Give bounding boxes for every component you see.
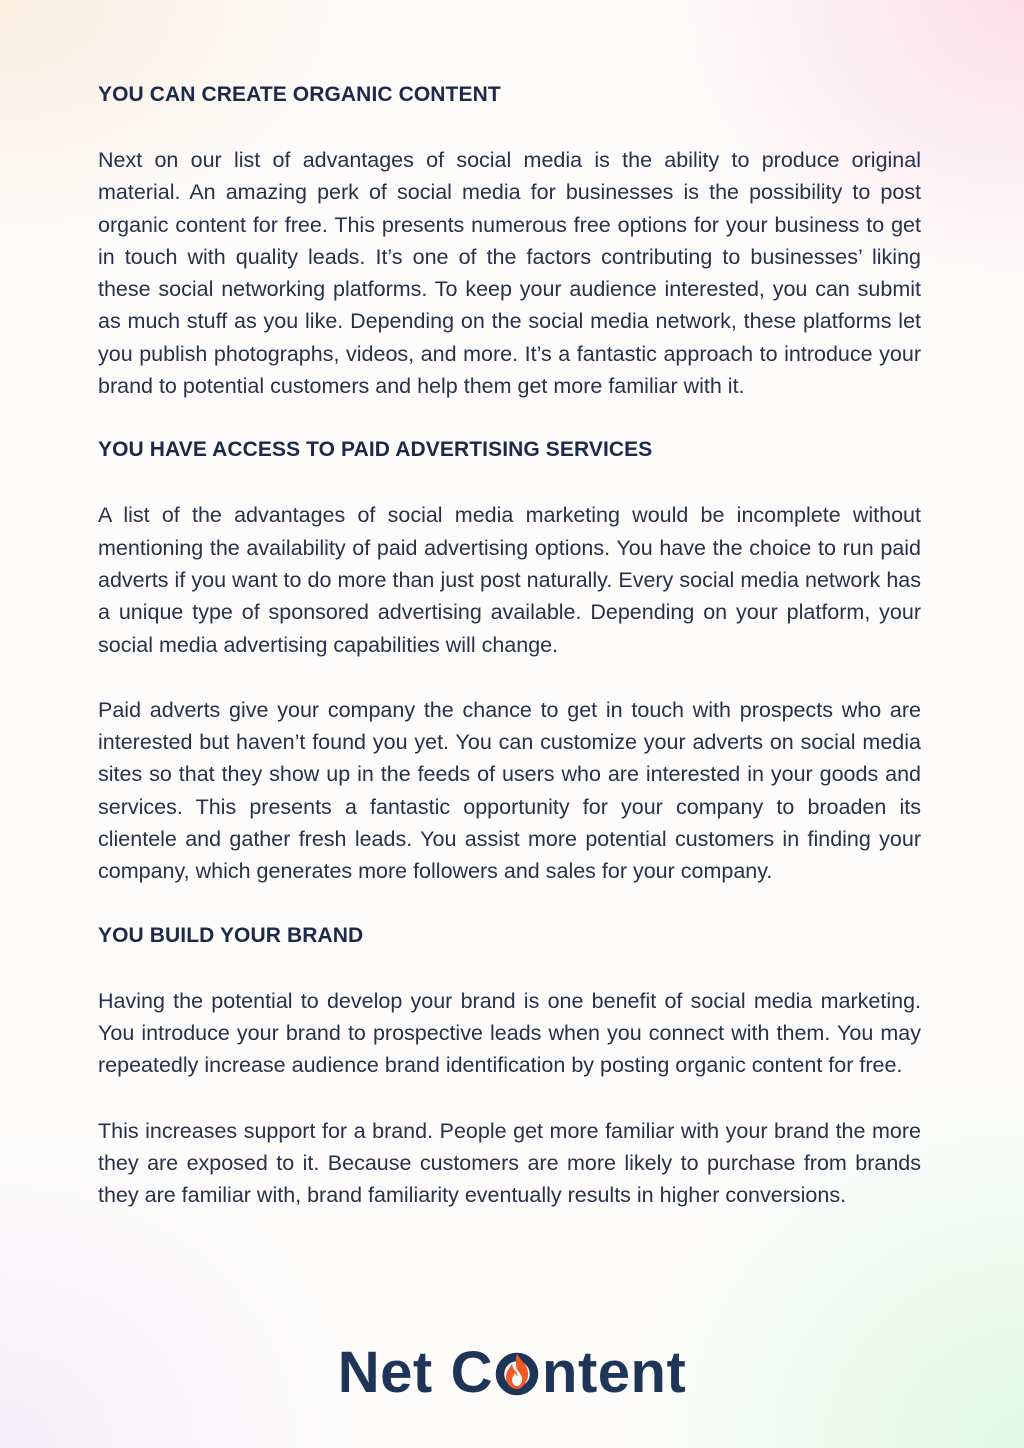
flame-icon xyxy=(494,1351,540,1397)
document-body xyxy=(98,80,921,1244)
section-heading-build-brand: YOU BUILD YOUR BRAND xyxy=(98,923,364,947)
section-paragraph: Paid adverts give your company the chance to get in touch with prospects who are interested but haven’t found you yet. You can customize your adverts on social media sites so that they show up in the feeds of users who are interested in your goods and services. This presents a fantastic opportunity for your company to broaden its clientele and gather fresh leads. You assist more potential customers in finding your company, which generates more followers and sales for your company. xyxy=(98,697,921,884)
section-heading-organic-content: YOU CAN CREATE ORGANIC CONTENT xyxy=(98,83,501,106)
footer-logo xyxy=(0,1340,1024,1404)
section-paragraph: Next on our list of advantages of social media is the ability to produce original material. An amazing perk of social media for businesses is the possibility to post organic content for free. This presents numerous free options for your business to get in touch with quality leads. It’s one of the factors contributing to businesses’ liking these social networking platforms. To keep your audience interested, you can submit as much stuff as you like. Depending on the social media network, these platforms let you publish photographs, videos, and more. It’s a fantastic approach to introduce your brand to potential customers and help them get more familiar with it. xyxy=(98,148,921,399)
section-paragraph: This increases support for a brand. People get more familiar with your brand the more they are exposed to it. Because customers are more likely to purchase from brands they are familiar with, brand familiarity eventually results in higher conversions. xyxy=(98,1118,921,1208)
section-paragraph: Having the potential to develop your brand is one benefit of social media marketing. You introduce your brand to prospective leads when you connect with them. You may repeatedly increase audience brand identification by posting organic content for free. xyxy=(98,988,921,1078)
logo-word-net: Net xyxy=(337,1339,433,1405)
section-paragraph: A list of the advantages of social media marketing would be incomplete without mentioning the availability of paid advertising options. You have the choice to run paid adverts if you want to do more than just post naturally. Every social media network has a unique type of sponsored advertising available. Depending on your platform, your social media advertising capabilities will change. xyxy=(98,503,921,657)
net-content-logo xyxy=(338,1339,687,1406)
logo-word-ntent: ntent xyxy=(542,1339,687,1405)
section-heading-paid-advertising: YOU HAVE ACCESS TO PAID ADVERTISING SERVICES xyxy=(98,438,653,462)
logo-letter-c: C xyxy=(450,1339,494,1405)
